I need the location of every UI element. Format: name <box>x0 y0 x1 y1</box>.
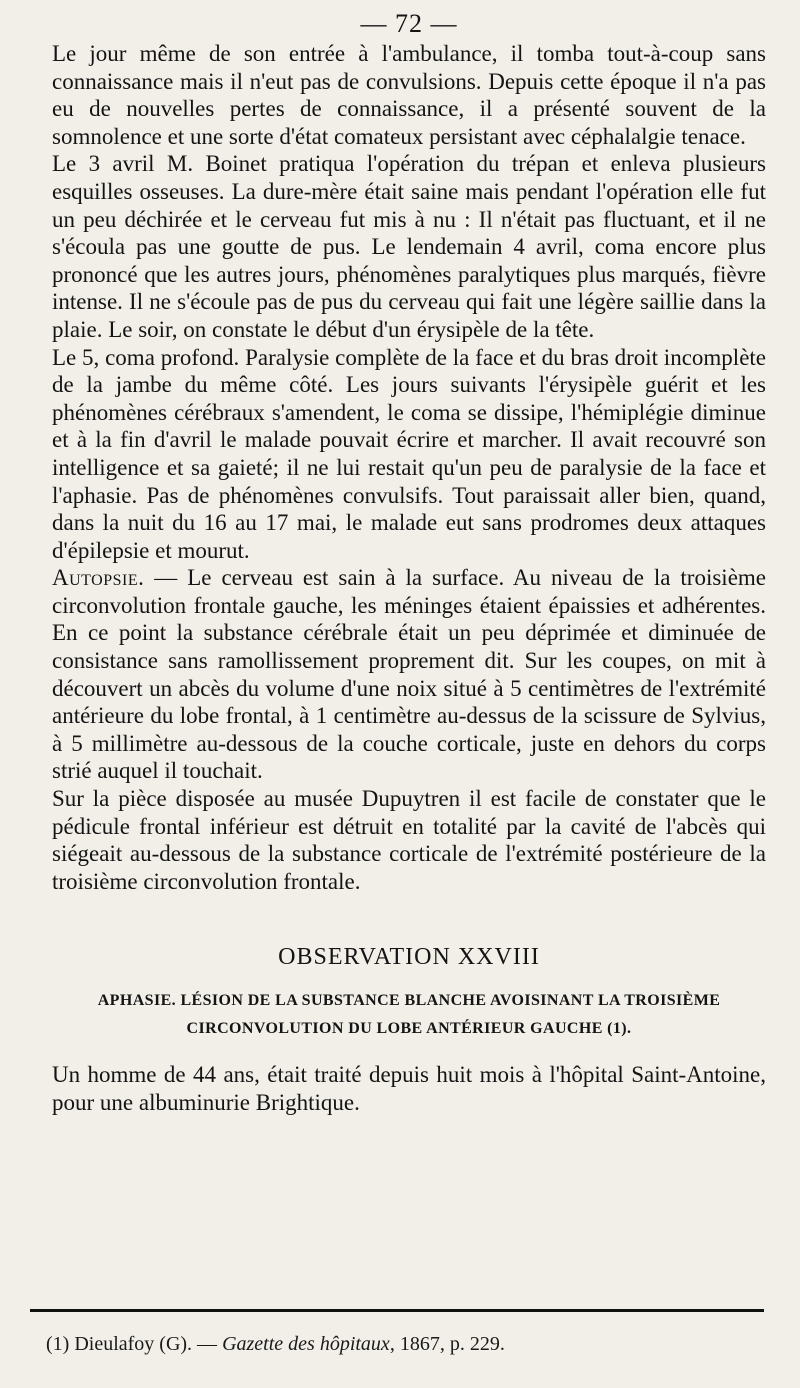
autopsie-label: Autopsie. <box>52 565 145 591</box>
autopsie-text: — Le cerveau est sain à la surface. Au niveau de la troisième circonvolution frontale gauche, les méninges étaient épaissies et adhérentes. En ce point la substance cérébrale était un peu déprimée et diminuée de consistance sans ramollissement proprement dit. Sur les coupes, on mit à découvert un abcès du volume d'une noix situé à 5 centimètres de l'extrémité antérieure du lobe frontal, à 1 centimètre au-dessus de la scissure de Sylvius, à 5 millimètre au-dessous de la couche corticale, juste en dehors du corps strié auquel il touchait. <box>52 565 766 784</box>
paragraph-2: Le 3 avril M. Boinet pratiqua l'opération du trépan et enleva plusieurs esquilles osseuses. La dure-mère était saine mais pendant l'opération elle fut un peu déchirée et le cerveau fut mis à nu : Il n'était pas fluctuant, et il ne s'écoula pas une goutte de pus. Le lendemain 4 avril, coma encore plus prononcé que les autres jours, phénomènes paralytiques plus marqués, fièvre intense. Il ne s'écoule pas de pus du cerveau qui fait une légère saillie dans la plaie. Le soir, on constate le début d'un érysipèle de la tête. <box>52 151 766 342</box>
paragraph-5: Sur la pièce disposée au musée Dupuytren il est facile de constater que le pédicule frontal inférieur est détruit en totalité par la cavité de l'abcès qui siégeait au-dessous de la substance corticale de l'extrémité postérieure de la troisième circonvolution frontale. <box>52 786 766 894</box>
footnote-journal: Gazette des hôpitaux <box>222 1333 390 1355</box>
observation-paragraph: Un homme de 44 ans, était traité depuis huit mois à l'hôpital Saint-Antoine, pour une albuminurie Brightique. <box>52 1062 766 1115</box>
paragraph-3: Le 5, coma profond. Paralysie complète de la face et du bras droit incomplète de la jambe du même côté. Les jours suivants l'érysipèle guérit et les phénomènes cérébraux s'amendent, le coma se dissipe, l'hémiplégie diminue et à la fin d'avril le malade pouvait écrire et marcher. Il avait recouvré son intelligence et sa gaieté; il ne lui restait qu'un peu de paralysie de la face et l'aphasie. Pas de phénomènes convulsifs. Tout paraissait aller bien, quand, dans la nuit du 16 au 17 mai, le malade eut sans prodromes deux attaques d'épilepsie et mourut. <box>52 344 766 563</box>
observation-title: OBSERVATION XXVIII <box>278 944 540 971</box>
paragraph-1: Le jour même de son entrée à l'ambulance, il tomba tout-à-coup sans connaissance mais il n'eut pas de convulsions. Depuis cette époque il n'a pas eu de nouvelles pertes de connaissance, il a présenté souvent de la somnolence et une sorte d'état comateux persistant avec céphalalgie tenace. <box>52 41 766 149</box>
observation-subtitle <box>52 987 766 1043</box>
observation-subtitle-line-1: APHASIE. LÉSION DE LA SUBSTANCE BLANCHE AVOISINANT LA TROISIÈME <box>97 992 721 1010</box>
observation-subtitle-line-2: CIRCONVOLUTION DU LOBE ANTÉRIEUR GAUCHE (1). <box>186 1020 632 1038</box>
footnote-suffix: , 1867, p. 229. <box>389 1333 505 1355</box>
footnote <box>46 1332 505 1356</box>
page-number: — 72 — <box>360 9 458 38</box>
paragraph-autopsie <box>52 564 766 785</box>
footnote-prefix: (1) Dieulafoy (G). — <box>46 1333 223 1355</box>
footnote-divider <box>30 1309 764 1312</box>
